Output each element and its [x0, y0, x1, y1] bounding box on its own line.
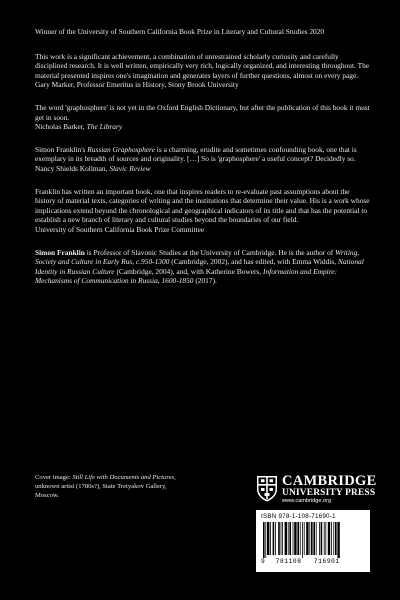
barcode-bar — [300, 522, 301, 555]
barcode-bar — [333, 522, 334, 555]
barcode-bar — [306, 522, 308, 555]
barcode-bar — [275, 522, 276, 555]
barcode-bar — [324, 522, 325, 555]
barcode-bar — [335, 522, 337, 555]
book-title: National Identity in Russian Culture — [35, 257, 364, 276]
barcode-panel — [256, 510, 370, 572]
barcode-bar — [311, 522, 313, 555]
review-quote: This work is a significant achievement, a combination of unrestrained scholarly curiosity and carefully disciplined research. It is well written, empirically very rich, logically organized, and interesting throughout. The material presented inspires one's imagination and generates layers of further questions, almost on every page. — [35, 51, 370, 80]
author-bio — [35, 248, 371, 286]
publisher-logo — [256, 473, 377, 505]
cover-image-credit: Cover image: Still Life with Documents and Pictures, unknown artist (1780s?), State Tretyakov Gallery, Moscow. — [35, 474, 176, 499]
barcode-bar — [331, 522, 332, 555]
barcode-bar — [265, 522, 266, 558]
barcode-bar — [293, 522, 294, 555]
award-notice — [35, 27, 371, 37]
barcode-bar — [289, 522, 291, 555]
review-quote: Franklin has written an important book, one that inspires readers to re-evaluate past assumptions about the history of material texts, categories of writing and the institutions that determine their value. His is a work whose implications extend beyond the chronological and geographical indicators of its title and that has the potential to establish a new branch of literary and cultural studies beyond the boundaries of our field. — [35, 186, 370, 225]
review-4 — [35, 187, 371, 235]
barcode-bar — [316, 522, 317, 555]
barcode-bar — [309, 522, 310, 555]
barcode-bar — [328, 522, 330, 555]
barcode-bar — [313, 522, 315, 555]
barcode-bar — [304, 522, 305, 555]
review-quote: Simon Franklin's Russian Graphosphere is a charming, erudite and sometimes confounding book, one that is exemplary in its breadth of sources and originality. […] So is 'graphosphere' a useful concept? Decidedly so. — [35, 144, 357, 164]
book-title: Writing, Society and Culture in Early Rus, c.950-1300 — [35, 247, 360, 267]
back-cover-footer — [35, 473, 377, 584]
review-author: University of Southern California Book Prize Committee — [35, 224, 205, 234]
barcode-bar — [285, 522, 287, 555]
review-3 — [35, 145, 371, 174]
barcode-bar — [263, 522, 265, 558]
barcode-bar — [294, 522, 296, 555]
barcode-bar — [302, 522, 303, 558]
ean-lead: 9 — [261, 558, 266, 565]
barcode-bar — [325, 522, 326, 555]
review-1 — [35, 52, 371, 90]
review-author: Nicholas Barker, The Library — [35, 122, 123, 132]
publisher-name-line1: CAMBRIDGE — [282, 473, 377, 489]
ean-digits — [261, 558, 365, 565]
barcode-bar — [270, 522, 271, 555]
barcode-bar — [288, 522, 289, 555]
ean-left: 781108 — [275, 558, 302, 565]
barcode-bar — [337, 522, 339, 558]
award-text: Winner of the University of Southern California Book Prize in Literary and Cultural Studies 2020 — [35, 27, 325, 36]
review-quote: The word 'graphosphere' is not yet in the Oxford English Dictionary, but after the publication of this book it must get in soon. — [35, 102, 370, 122]
barcode-bar — [282, 522, 283, 555]
cambridge-crest-icon — [256, 475, 278, 502]
barcode-bar — [273, 522, 275, 555]
author-name: Simon Franklin — [35, 247, 85, 257]
publisher-name — [282, 474, 377, 505]
barcode-bars — [261, 522, 365, 558]
review-author: Gary Marker, Professor Emeritus in History, Stony Brook University — [35, 80, 239, 90]
review-source: The Library — [86, 122, 123, 132]
review-source: Slavic Review — [109, 163, 151, 173]
barcode-bar — [297, 522, 299, 555]
publisher-name-line2: UNIVERSITY PRESS — [282, 488, 376, 498]
review-author: Nancy Shields Kollman, Slavic Review — [35, 163, 151, 173]
isbn-text: ISBN 978-1-108-71690-1 — [261, 513, 336, 520]
barcode-bar — [267, 522, 269, 555]
publisher-block — [256, 473, 377, 572]
book-title: Information and Empire: Mechanisms of Communication in Russia, 1600-1850 — [35, 266, 338, 286]
bio-text: Simon Franklin is Professor of Slavonic Studies at the University of Cambridge. He is the author of Writing, Society and Culture in Early Rus, c.950-1300 (Cambridge, 2002), and has edited, with Emma Widdis, National Identity in Russian Culture (Cambridge, 2004), and, with Katherine Bowers, Information and Empire: Mechanisms of Communication in Russia, 1600-1850 (2017). — [35, 247, 364, 286]
ean-right: 716901 — [313, 558, 340, 565]
review-2 — [35, 103, 371, 132]
book-title: Russian Graphosphere — [87, 144, 155, 154]
barcode-bar — [278, 522, 280, 555]
publisher-url: www.cambridge.org — [282, 498, 332, 504]
barcode-bar — [321, 522, 323, 555]
barcode-bar — [319, 522, 320, 555]
barcode-bar — [281, 522, 282, 555]
back-cover-text — [35, 27, 371, 299]
painting-title: Still Life with Documents and Pictures — [72, 474, 175, 481]
